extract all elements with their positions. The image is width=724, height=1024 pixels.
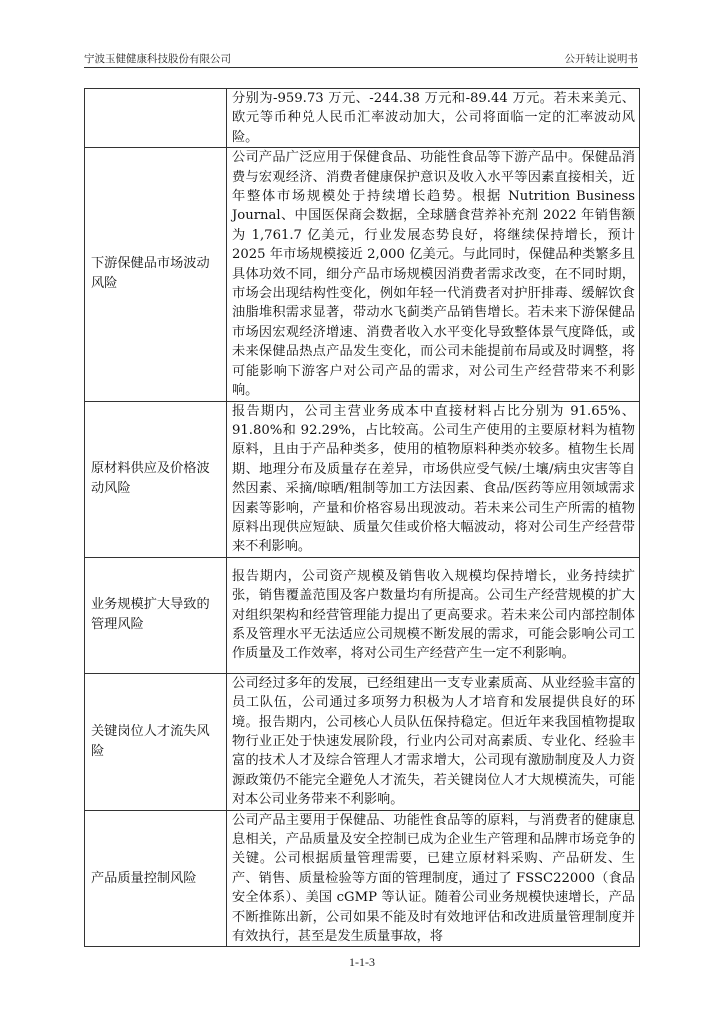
- risk-category: 下游保健品市场波动风险: [85, 148, 227, 401]
- table-row: [85, 148, 640, 401]
- risk-description: 报告期内，公司主营业务成本中直接材料占比分别为 91.65%、91.80%和 92.29%，占比较高。公司生产使用的主要原材料为植物原料，且由于产品种类多，使用的植物原料种类亦较多。植物生长周期、地理分布及质量存在差异，市场供应受气候/土壤/病虫灾害等自然因素、采摘/晾晒/粗制等加工方法因素、食品/医药等应用领域需求因素等影响，产量和价格容易出现波动。若未来公司生产所需的植物原料出现供应短缺、质量欠佳或价格大幅波动，将对公司生产经营带来不利影响。: [227, 401, 640, 557]
- table-row: [85, 557, 640, 673]
- table-row: [85, 89, 640, 148]
- risk-description: 分别为-959.73 万元、-244.38 万元和-89.44 万元。若未来美元、欧元等币种兑人民币汇率波动加大，公司将面临一定的汇率波动风险。: [227, 89, 640, 148]
- table-row: [85, 673, 640, 810]
- table-row: [85, 810, 640, 947]
- company-name: 宁波玉健健康科技股份有限公司: [84, 53, 231, 65]
- risk-description: 公司产品广泛应用于保健食品、功能性食品等下游产品中。保健品消费与宏观经济、消费者健康保护意识及收入水平等因素直接相关，近年整体市场规模处于持续增长趋势。根据 Nutrition Business Journal、中国医保商会数据，全球膳食营养补充剂 2022 年销售额为 1,761.7 亿美元，行业发展态势良好，将继续保持增长，预计 2025 年市场规模接近 2,000 亿美元。与此同时，保健品种类繁多且具体功效不同，细分产品市场规模因消费者需求改变，在不同时期，市场会出现结构性变化，例如年轻一代消费者对护肝排毒、缓解饮食油脂堆积需求显著，带动水飞蓟类产品销售增长。若未来下游保健品市场因宏观经济增速、消费者收入水平变化导致整体景气度降低，或未来保健品热点产品发生变化，而公司未能提前布局或及时调整，将可能影响下游客户对公司产品的需求，对公司生产经营带来不利影响。: [227, 148, 640, 401]
- risk-category: 产品质量控制风险: [85, 810, 227, 947]
- risk-description: 公司经过多年的发展，已经组建出一支专业素质高、从业经验丰富的员工队伍，公司通过多项努力积极为人才培育和发展提供良好的环境。报告期内，公司核心人员队伍保持稳定。但近年来我国植物提取物行业正处于快速发展阶段，行业内公司对高素质、专业化、经验丰富的技术人才及综合管理人才需求增大，公司现有激励制度及人力资源政策仍不能完全避免人才流失，若关键岗位人才大规模流失，可能对本公司业务带来不利影响。: [227, 673, 640, 810]
- page-header: [84, 48, 638, 66]
- page-number: 1-1-3: [349, 955, 375, 969]
- risk-category: 业务规模扩大导致的管理风险: [85, 557, 227, 673]
- risk-category: [85, 89, 227, 148]
- risk-description: 报告期内，公司资产规模及销售收入规模均保持增长，业务持续扩张，销售覆盖范围及客户数量均有所提高。公司生产经营规模的扩大对组织架构和经营管理能力提出了更高要求。若未来公司内部控制体系及管理水平无法适应公司规模不断发展的需求，可能会影响公司工作质量及工作效率，将对公司生产经营产生一定不利影响。: [227, 557, 640, 673]
- table-row: [85, 401, 640, 557]
- risk-category: 关键岗位人才流失风险: [85, 673, 227, 810]
- header-divider: [84, 67, 638, 68]
- risk-description: 公司产品主要用于保健品、功能性食品等的原料，与消费者的健康息息相关，产品质量及安全控制已成为企业生产管理和品牌市场竞争的关键。公司根据质量管理需要，已建立原材料采购、产品研发、生产、销售、质量检验等方面的管理制度，通过了 FSSC22000（食品安全体系）、美国 cGMP 等认证。随着公司业务规模快速增长，产品不断推陈出新，公司如果不能及时有效地评估和改进质量管理制度并有效执行，甚至是发生质量事故，将: [227, 810, 640, 947]
- risk-category: 原材料供应及价格波动风险: [85, 401, 227, 557]
- document-title: 公开转让说明书: [564, 53, 638, 65]
- risk-table: [84, 88, 640, 947]
